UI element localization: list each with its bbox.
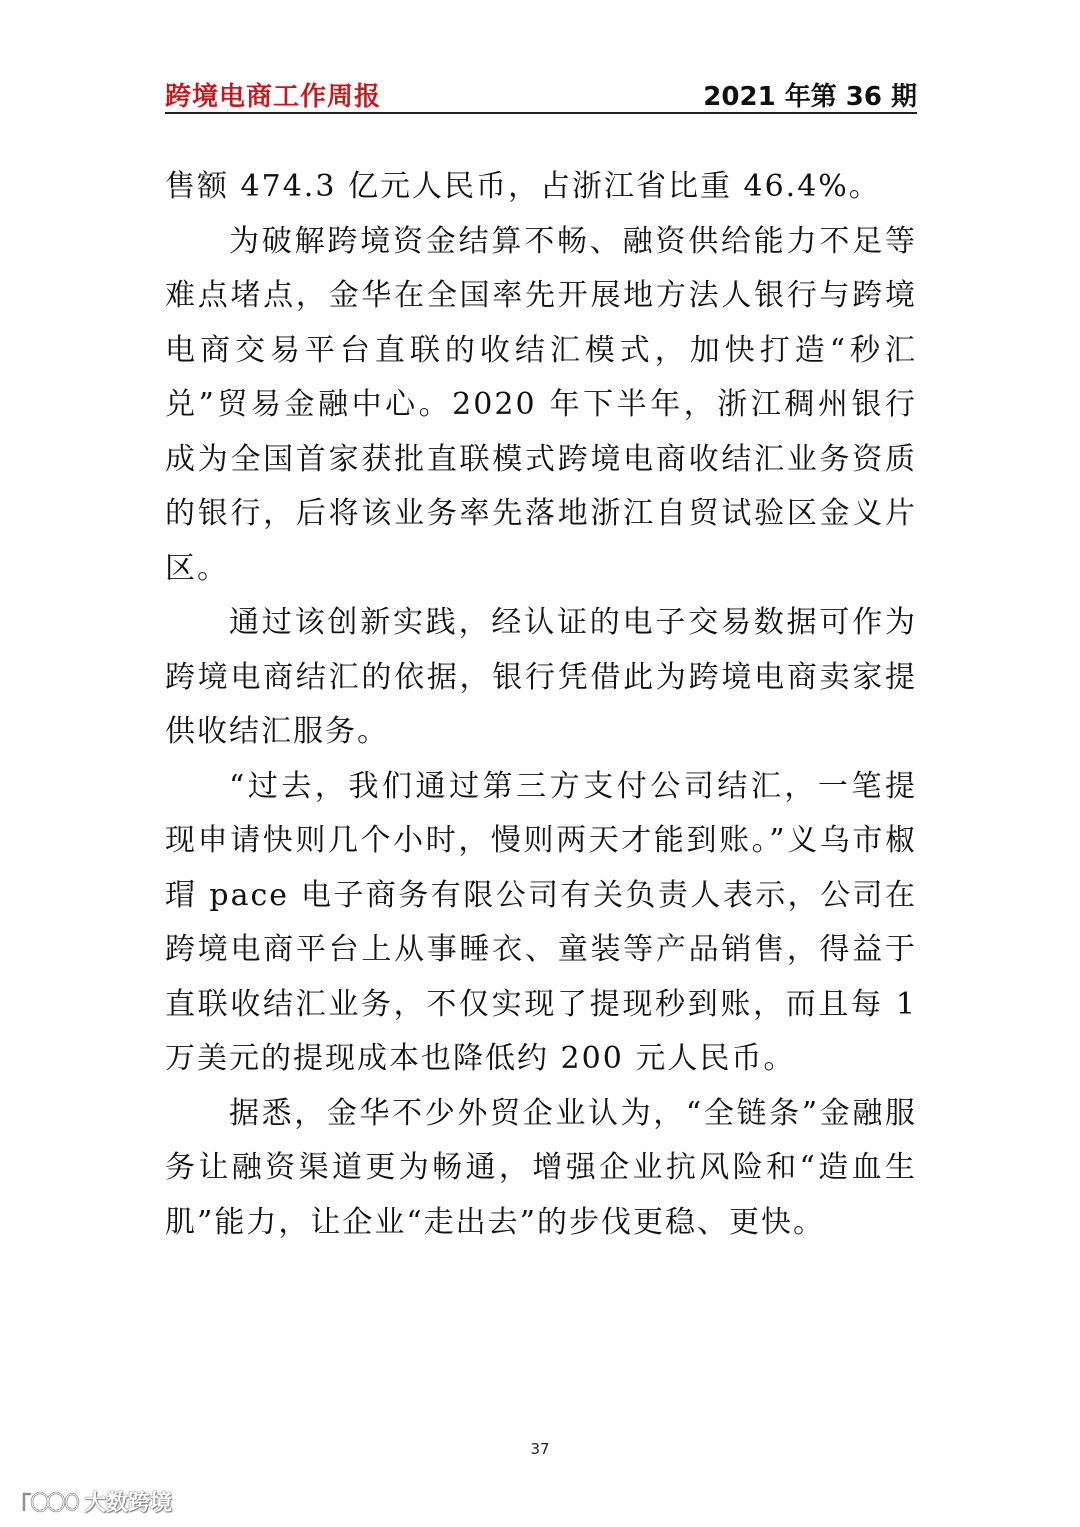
page-number: 37	[530, 1440, 550, 1458]
paragraph-3: 通过该创新实践，经认证的电子交易数据可作为跨境电商结汇的依据，银行凭借此为跨境电商卖家提供收结汇服务。	[165, 605, 917, 749]
paragraph-2: 为破解跨境资金结算不畅、融资供给能力不足等难点堵点，金华在全国率先开展地方法人银行与跨境电商交易平台直联的收结汇模式，加快打造“秒汇兑”贸易金融中心。2020 年下半年，浙江稠州银行成为全国首家获批直联模式跨境电商收结汇业务资质的银行，后将该业务率先落地浙江自贸试验区金义片区。	[165, 223, 917, 586]
report-title: 跨境电商工作周报	[165, 82, 382, 112]
paragraph-4: “过去，我们通过第三方支付公司结汇，一笔提现申请快则几个小时，慢则两天才能到账。”义乌市椒瑁 pace 电子商务有限公司有关负责人表示，公司在跨境电商平台上从事睡衣、童装等产品销售，得益于直联收结汇业务，不仅实现了提现秒到账，而且每 1 万美元的提现成本也降低约 200 元人民币。	[165, 768, 917, 1076]
paragraph-1: 售额 474.3 亿元人民币，占浙江省比重 46.4%。	[165, 169, 881, 204]
watermark-text: 大数跨境	[84, 1490, 173, 1516]
page-header	[165, 72, 917, 114]
paragraph-5: 据悉，金华不少外贸企业认为，“全链条”金融服务让融资渠道更为畅通，增强企业抗风险和“造血生肌”能力，让企业“走出去”的步伐更稳、更快。	[165, 1095, 917, 1240]
dashu-logo-icon	[18, 1486, 80, 1516]
article-body	[165, 160, 917, 1250]
issue-number: 2021 年第 36 期	[703, 82, 917, 112]
watermark	[18, 1484, 172, 1518]
